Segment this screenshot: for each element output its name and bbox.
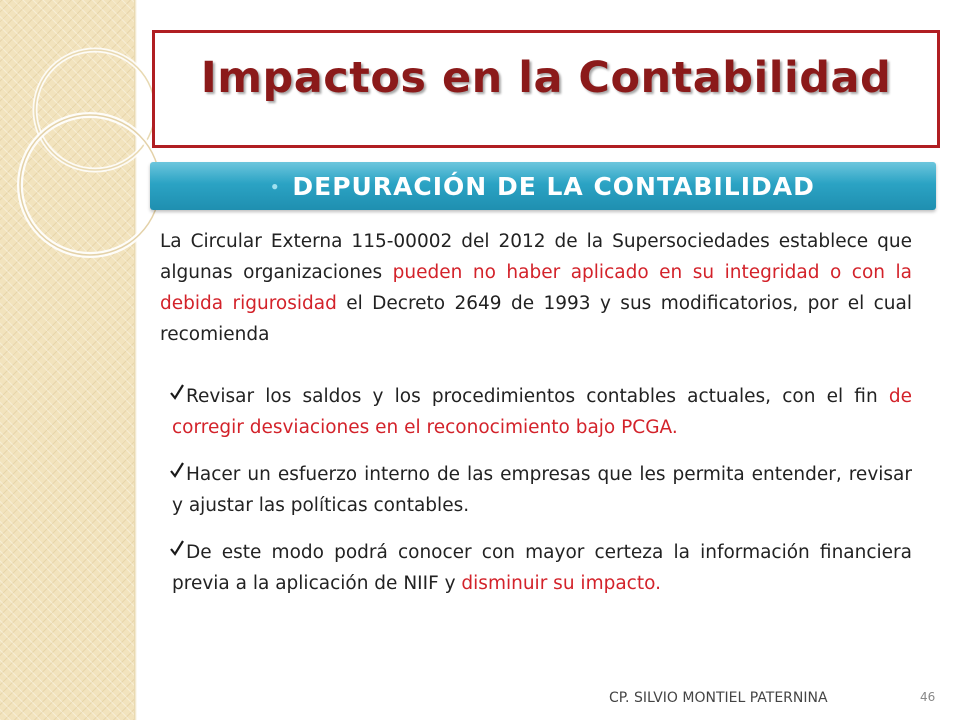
page-number: 46: [920, 690, 936, 704]
recommendation-list: [172, 381, 912, 615]
checkmark-icon: [170, 539, 184, 557]
list-item: [172, 537, 912, 599]
paragraph-highlight: pueden no haber aplicado en su integridad o con la debida rigurosidad: [160, 262, 913, 314]
checkmark-icon: [170, 383, 184, 401]
list-item-tail: .: [655, 573, 661, 594]
list-item-highlight: de corregir desviaciones en el reconocimiento bajo PCGA.: [172, 386, 912, 438]
list-item: [172, 459, 912, 521]
intro-paragraph: [160, 226, 912, 350]
slide-title: Impactos en la Contabilidad: [200, 53, 892, 103]
title-box: [152, 30, 940, 148]
list-item-text: Hacer un esfuerzo interno de las empresas que les permita entender, revisar y ajustar las políticas contables.: [172, 464, 912, 516]
list-item-text: Revisar los saldos y los procedimientos contables actuales, con el fin: [186, 386, 889, 407]
list-item-text: De este modo podrá conocer con mayor certeza la información financiera previa a la aplicación de NIIF y: [172, 542, 912, 594]
bullet-icon: ●: [271, 179, 279, 193]
subtitle-text: DEPURACIÓN DE LA CONTABILIDAD: [292, 171, 815, 201]
paragraph-text-end: el Decreto 2649 de 1993 y sus modificatorios, por el cual recomienda: [160, 293, 912, 345]
footer-author: CP. SILVIO MONTIEL PATERNINA: [609, 690, 828, 706]
subtitle-banner: [150, 162, 936, 210]
list-item-highlight: disminuir su impacto: [461, 573, 656, 594]
paragraph-text: La Circular Externa 115-00002 del 2012 de la Supersociedades establece que algunas organizaciones: [160, 231, 912, 283]
checkmark-icon: [170, 461, 184, 479]
list-item: [172, 381, 912, 443]
